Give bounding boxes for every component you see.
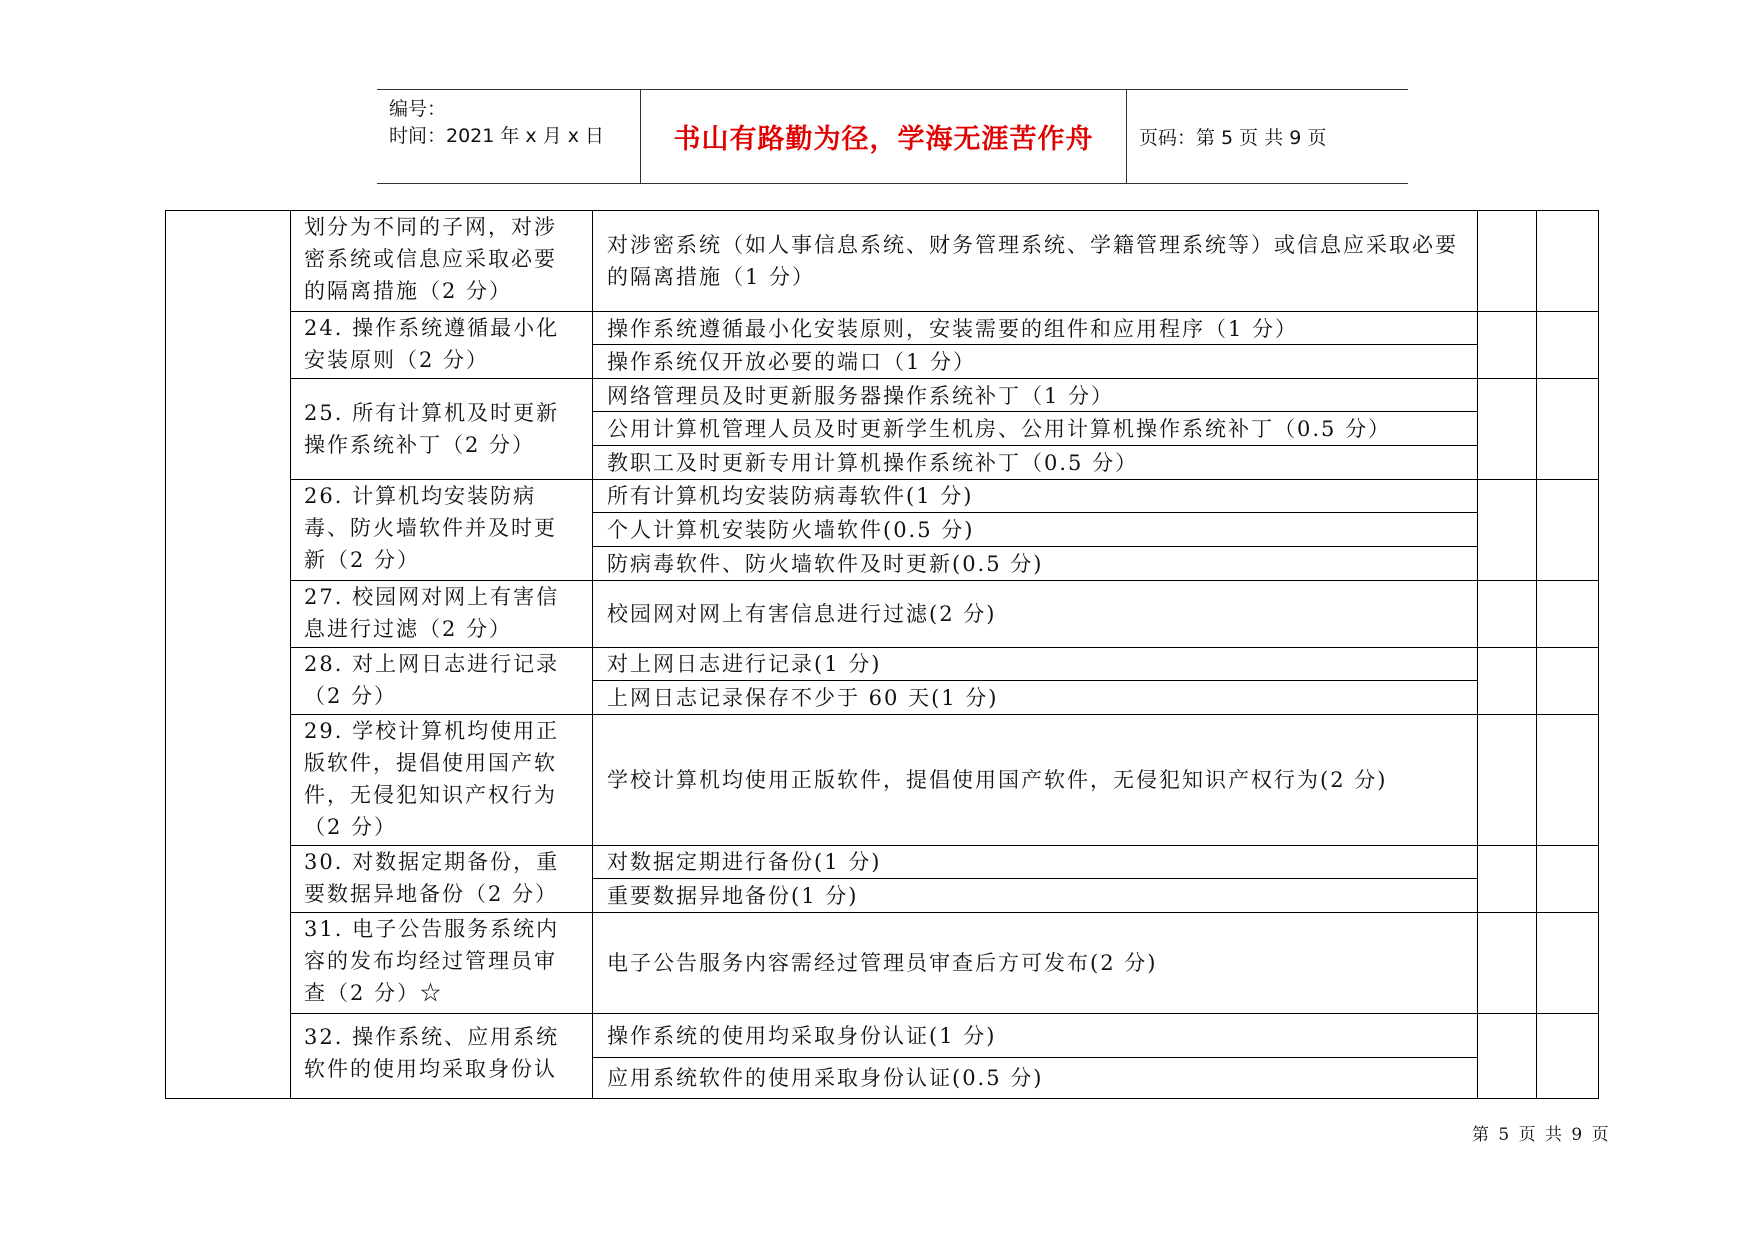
criteria-text: 防病毒软件、防火墙软件及时更新(0.5 分) [607, 551, 1044, 576]
criteria-text: 重要数据异地备份(1 分) [607, 883, 859, 908]
criteria-text: 操作系统的使用均采取身份认证(1 分) [607, 1023, 997, 1048]
page-code-label: 页码：第 5 页 共 9 页 [1139, 127, 1327, 149]
table-vline [1477, 211, 1478, 1098]
criteria-cell [593, 913, 1477, 1013]
table-row-item: 32. 操作系统、应用系统软件的使用均采取身份认 [304, 1025, 560, 1081]
criteria-cell [593, 345, 1477, 378]
table-row-item: 27. 校园网对网上有害信息进行过滤（2 分） [304, 585, 560, 641]
criteria-text: 所有计算机均安装防病毒软件(1 分) [607, 484, 974, 508]
criteria-cell [593, 379, 1477, 412]
criteria-text: 对数据定期进行备份(1 分) [607, 850, 882, 874]
criteria-text: 操作系统遵循最小化安装原则，安装需要的组件和应用程序（1 分） [607, 316, 1299, 341]
criteria-text: 学校计算机均使用正版软件，提倡使用国产软件，无侵犯知识产权行为(2 分) [607, 768, 1388, 792]
criteria-cell [593, 547, 1477, 580]
table-row-item: 28. 对上网日志进行记录（2 分） [304, 652, 560, 708]
table-row-item: 31. 电子公告服务系统内容的发布均经过管理员审查（2 分）☆ [304, 917, 560, 1005]
item-text: 25. 所有计算机及时更新操作系统补丁（2 分） [304, 401, 560, 457]
criteria-text: 个人计算机安装防火墙软件(0.5 分) [607, 517, 975, 542]
header-meta-cell [377, 90, 640, 183]
table-row-item: 30. 对数据定期备份，重要数据异地备份（2 分） [304, 850, 560, 906]
criteria-text: 应用系统软件的使用采取身份认证(0.5 分) [607, 1066, 1044, 1090]
criteria-text: 对涉密系统（如人事信息系统、财务管理系统、学籍管理系统等）或信息应采取必要的隔离措施（1 分） [607, 233, 1458, 289]
criteria-cell [593, 1058, 1477, 1098]
criteria-cell [593, 1014, 1477, 1057]
time-label: 时间：2021 年 x 月 x 日 [389, 125, 605, 147]
table-row-item [290, 379, 582, 479]
criteria-cell [593, 879, 1477, 912]
table-row-item: 24. 操作系统遵循最小化安装原则（2 分） [304, 316, 560, 372]
criteria-cell [593, 211, 1477, 311]
criteria-text: 公用计算机管理人员及时更新学生机房、公用计算机操作系统补丁（0.5 分） [607, 416, 1392, 441]
motto-text: 书山有路勤为径，学海无涯苦作舟 [673, 124, 1094, 155]
page-header [377, 89, 1408, 184]
criteria-text: 对上网日志进行记录(1 分) [607, 652, 882, 676]
criteria-text: 网络管理员及时更新服务器操作系统补丁（1 分） [607, 383, 1115, 408]
criteria-text: 教职工及时更新专用计算机操作系统补丁（0.5 分） [607, 450, 1139, 475]
criteria-cell [593, 513, 1477, 546]
header-page-cell [1127, 90, 1408, 183]
evaluation-table [165, 210, 1599, 1099]
criteria-cell [593, 648, 1477, 680]
criteria-text: 校园网对网上有害信息进行过滤(2 分) [607, 602, 997, 626]
criteria-cell [593, 715, 1477, 845]
criteria-text: 操作系统仅开放必要的端口（1 分） [607, 349, 977, 374]
table-row-item: 划分为不同的子网，对涉密系统或信息应采取必要的隔离措施（2 分） [304, 215, 557, 303]
criteria-cell [593, 412, 1477, 445]
page-footer: 第 5 页 共 9 页 [1472, 1125, 1611, 1145]
header-motto-cell [640, 90, 1127, 183]
criteria-text: 上网日志记录保存不少于 60 天(1 分) [607, 685, 999, 710]
criteria-cell [593, 312, 1477, 345]
serial-number-label: 编号： [389, 98, 447, 120]
criteria-cell [593, 581, 1477, 647]
criteria-cell [593, 480, 1477, 512]
criteria-cell [593, 846, 1477, 878]
table-vline [1536, 211, 1537, 1098]
criteria-text: 电子公告服务内容需经过管理员审查后方可发布(2 分) [607, 951, 1158, 975]
table-row-item: 29. 学校计算机均使用正版软件，提倡使用国产软件，无侵犯知识产权行为（2 分） [304, 719, 560, 839]
criteria-cell [593, 446, 1477, 479]
table-row-item: 26. 计算机均安装防病毒、防火墙软件并及时更新（2 分） [304, 484, 557, 572]
criteria-cell [593, 681, 1477, 714]
